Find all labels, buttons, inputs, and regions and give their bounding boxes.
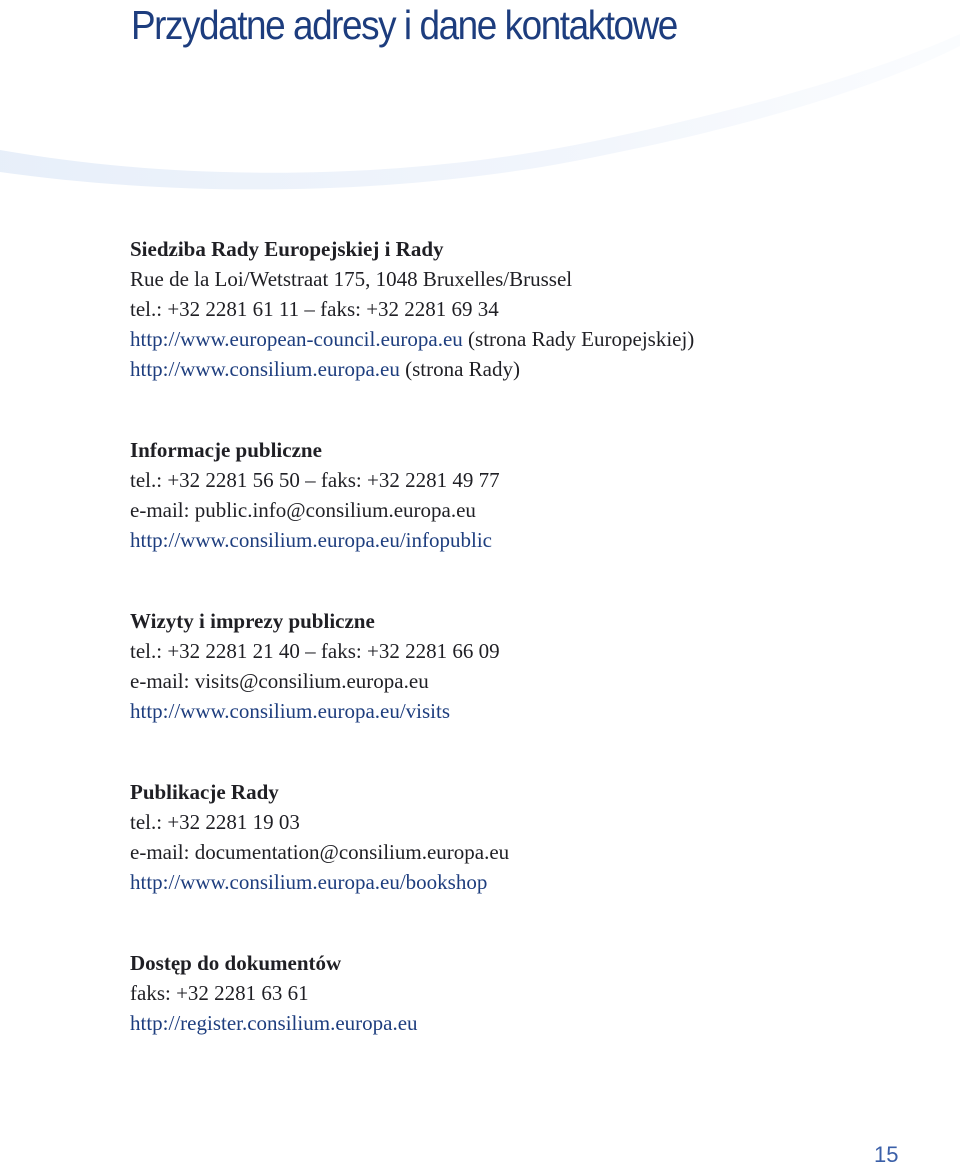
email-line <box>130 837 930 867</box>
website-note: (strona Rady) <box>399 357 520 381</box>
phone-fax-line <box>130 636 930 666</box>
address-line <box>130 264 930 294</box>
register-link[interactable]: http://register.consilium.europa.eu <box>130 1011 418 1035</box>
website-line <box>130 696 930 726</box>
email-line <box>130 495 930 525</box>
consilium-link[interactable]: http://www.consilium.europa.eu <box>130 357 400 381</box>
section-publications <box>130 777 930 897</box>
phone-line <box>130 807 930 837</box>
infopublic-link[interactable]: http://www.consilium.europa.eu/infopublic <box>130 528 492 552</box>
fax-text: faks: +32 2281 63 61 <box>130 981 309 1005</box>
section-public-info <box>130 435 930 555</box>
section-council-seat <box>130 234 930 384</box>
address-text: Rue de la Loi/Wetstraat 175, 1048 Bruxelles/Brussel <box>130 267 573 291</box>
email-text: e-mail: visits@consilium.europa.eu <box>130 669 429 693</box>
phone-text: tel.: +32 2281 19 03 <box>130 810 300 834</box>
section-heading: Siedziba Rady Europejskiej i Rady <box>130 237 444 261</box>
phone-fax-text: tel.: +32 2281 21 40 – faks: +32 2281 66 09 <box>130 639 500 663</box>
website-line <box>130 354 930 384</box>
website-line <box>130 324 930 354</box>
website-line <box>130 867 930 897</box>
section-heading: Dostęp do dokumentów <box>130 951 342 975</box>
bookshop-link[interactable]: http://www.consilium.europa.eu/bookshop <box>130 870 488 894</box>
section-heading: Informacje publiczne <box>130 438 322 462</box>
website-line <box>130 525 930 555</box>
phone-fax-text: tel.: +32 2281 56 50 – faks: +32 2281 49 77 <box>130 468 500 492</box>
section-heading: Wizyty i imprezy publiczne <box>130 609 375 633</box>
website-note: (strona Rady Europejskiej) <box>462 327 695 351</box>
section-heading: Publikacje Rady <box>130 780 279 804</box>
visits-link[interactable]: http://www.consilium.europa.eu/visits <box>130 699 451 723</box>
page-number: 15 <box>874 1142 899 1167</box>
contact-sections <box>130 234 930 1089</box>
phone-fax-line <box>130 465 930 495</box>
website-line <box>130 1008 930 1038</box>
email-text: e-mail: public.info@consilium.europa.eu <box>130 498 476 522</box>
section-visits <box>130 606 930 726</box>
phone-fax-line <box>130 294 930 324</box>
section-documents-access <box>130 948 930 1038</box>
fax-line <box>130 978 930 1008</box>
email-text: e-mail: documentation@consilium.europa.eu <box>130 840 510 864</box>
page-title: Przydatne adresy i dane kontaktowe <box>131 2 677 48</box>
european-council-link[interactable]: http://www.european-council.europa.eu <box>130 327 463 351</box>
phone-fax-text: tel.: +32 2281 61 11 – faks: +32 2281 69 34 <box>130 297 499 321</box>
email-line <box>130 666 930 696</box>
